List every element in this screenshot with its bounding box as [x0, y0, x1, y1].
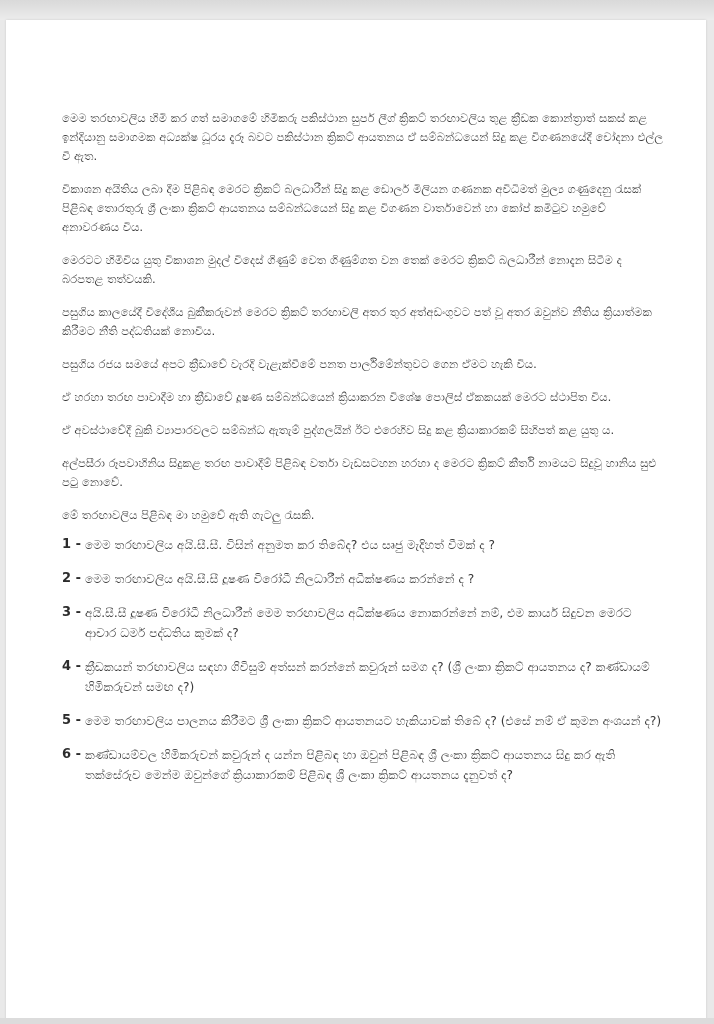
paragraph-3: මෙරටට හිමිවිය යුතු විකාශන මුදල් විදෙස් ගිණුම් වෙත ගිණුම්ගත වන තෙක් මෙරට ක්‍රිකට් බලධාරීන් නොදැන සිටීම ද බරපතළ තත්වයකි.: [62, 253, 622, 286]
page-top-edge: [0, 0, 714, 20]
question-text: මෙම තරඟාවලිය පාලනය කිරීමට ශ්‍රී ලංකා ක්‍රිකට් ආයතනයට හැකියාවක් තිබේ ද? (එසේ නම් ඒ කුමන අංශයන් ද?): [84, 714, 662, 728]
page-bottom-edge: [0, 1018, 714, 1024]
question-number: 6 -: [62, 747, 81, 762]
question-number: 2 -: [62, 571, 81, 586]
question-number: 1 -: [62, 537, 81, 552]
question-item: [62, 569, 666, 589]
question-text: කණ්ඩායම්වල හිමිකරුවන් කවුරුන් ද යන්න පිළිබඳ හා ඔවුන් පිළිබඳ ශ්‍රී ලංකා ක්‍රිකට් ආයතනය සිදු කර ඇති තක්සේරුව මෙන්ම ඔවුන්ගේ ක්‍රියාකාරකම් පිළිබඳ ශ්‍රී ලංකා ක්‍රිකට් ආයතනය දැනුවත් ද?: [84, 748, 616, 782]
question-item: [62, 535, 666, 555]
paragraph-8: අල්පසීරා රූපවාහිනිය සිදුකළ තරඟ පාවාදීම් පිළිබඳ වර්තා වැඩසටහන හරහා ද මෙරට ක්‍රිකට් කීර්ති නාමයට සිදුවූ හානිය සුළු පටු නොවේ.: [62, 456, 657, 489]
question-text: මෙම තරඟාවලිය අයි.සී.සී. විසින් අනුමත කර තිබේද? එය සෘජු මැදිහත් වීමක් ද ?: [84, 538, 495, 552]
paragraph-1: මෙම තරඟාවලිය හිමි කර ගත් සමාගමේ හිමිකරු පකිස්ථාන සුපර් ලීග් ක්‍රිකට් තරඟාවලිය තුළ ක්‍රීඩක කොන්ත්‍රාත් සකස් කළ ඉන්දියානු සමාගමක අධ්‍යක්ෂ ධූරය දැරූ බවට පකිස්ථාන ක්‍රිකට් ආයතනය ඒ සම්බන්ධයෙන් සිදු කළ විගණනයේදී චෝදනා එල්ල වී ඇත.: [62, 111, 664, 163]
question-item: [62, 745, 666, 785]
document-body: [62, 109, 666, 799]
paragraph-9: මේ තරඟාවලිය පිළිබඳ මා හමුවේ ඇති ගැටලු රැසකි.: [62, 508, 315, 522]
question-number: 3 -: [62, 605, 81, 620]
paragraph-4: පසුගිය කාලයේදී විදේශීය බුකීකරුවන් මෙරට ක්‍රිකට් තරඟාවලි අතර තුර අත්අඩංගුවට පත් වූ අතර ඔවුන්ව නීතිය ක්‍රියාත්මක කිරීමට නීති පද්ධතියක් නොවිය.: [62, 305, 652, 338]
paragraph-5: පසුගිය රජය සමයේ අපට ක්‍රීඩාවේ වැරදි වැළැක්වීමේ පනත පාර්ලිමේන්තුවට ගෙන ඒමට හැකි විය.: [62, 357, 537, 371]
question-text: මෙම තරඟාවලිය අයි.සී.සී දූෂණ විරෝධී නිලධාරීන් අධීක්ෂණය කරන්නේ ද ?: [84, 572, 475, 586]
paragraph-2: විකාශන අයිතිය ලබා දීම පිළිබඳ මෙරට ක්‍රිකට් බලධාරීන් සිදු කළ ඩොලර් මිලියන ගණනක අවිධිමත් මුල්‍ය ගණුදෙනු රැසක් පිළිබඳ තොරතුරු ශ්‍රී ලංකා ක්‍රිකට් ආයතනය සම්බන්ධයෙන් සිදු කළ විගණන වාර්තාවෙන් හා කෝප් කමිටුව හමුවේ අනාවරණය විය.: [62, 182, 642, 234]
question-item: [62, 603, 666, 643]
paragraph-7: ඒ අවස්ථාවේදී බුකි ව්‍යාපාරවලට සම්බන්ධ ඇතැම් පුද්ගලයින් ඊට එරෙහිව සිදු කළ ක්‍රියාකාරකම් සිහිපත් කළ යුතු ය.: [62, 423, 615, 437]
question-item: [62, 657, 666, 697]
paragraph-6: ඒ හරහා තරඟ පාවාදීම හා ක්‍රීඩාවේ දූෂණ සම්බන්ධයෙන් ක්‍රියාකරන විශේෂ පොලිස් ඒකකයක් මෙරට ස්ථාපිත විය.: [62, 390, 612, 404]
question-number: 5 -: [62, 713, 81, 728]
question-text: ක්‍රීඩකයන් තරඟාවලිය සඳහා ගිවිසුම් අත්සන් කරන්නේ කවුරුන් සමග ද? (ශ්‍රී ලංකා ක්‍රිකට් ආයතනය ද? කණ්ඩායම් හිමිකරුවන් සමඟ ද?): [84, 660, 650, 694]
question-text: අයි.සී.සී දූෂණ විරෝධී නිලධාරීන් මෙම තරඟාවලිය අධීක්ෂණය නොකරන්නේ නම්, එම කාර්ය සිදුවන මෙරට ආචාර ධර්ම පද්ධතිය කුමක් ද?: [84, 606, 632, 640]
question-item: [62, 711, 666, 731]
question-number: 4 -: [62, 659, 81, 674]
